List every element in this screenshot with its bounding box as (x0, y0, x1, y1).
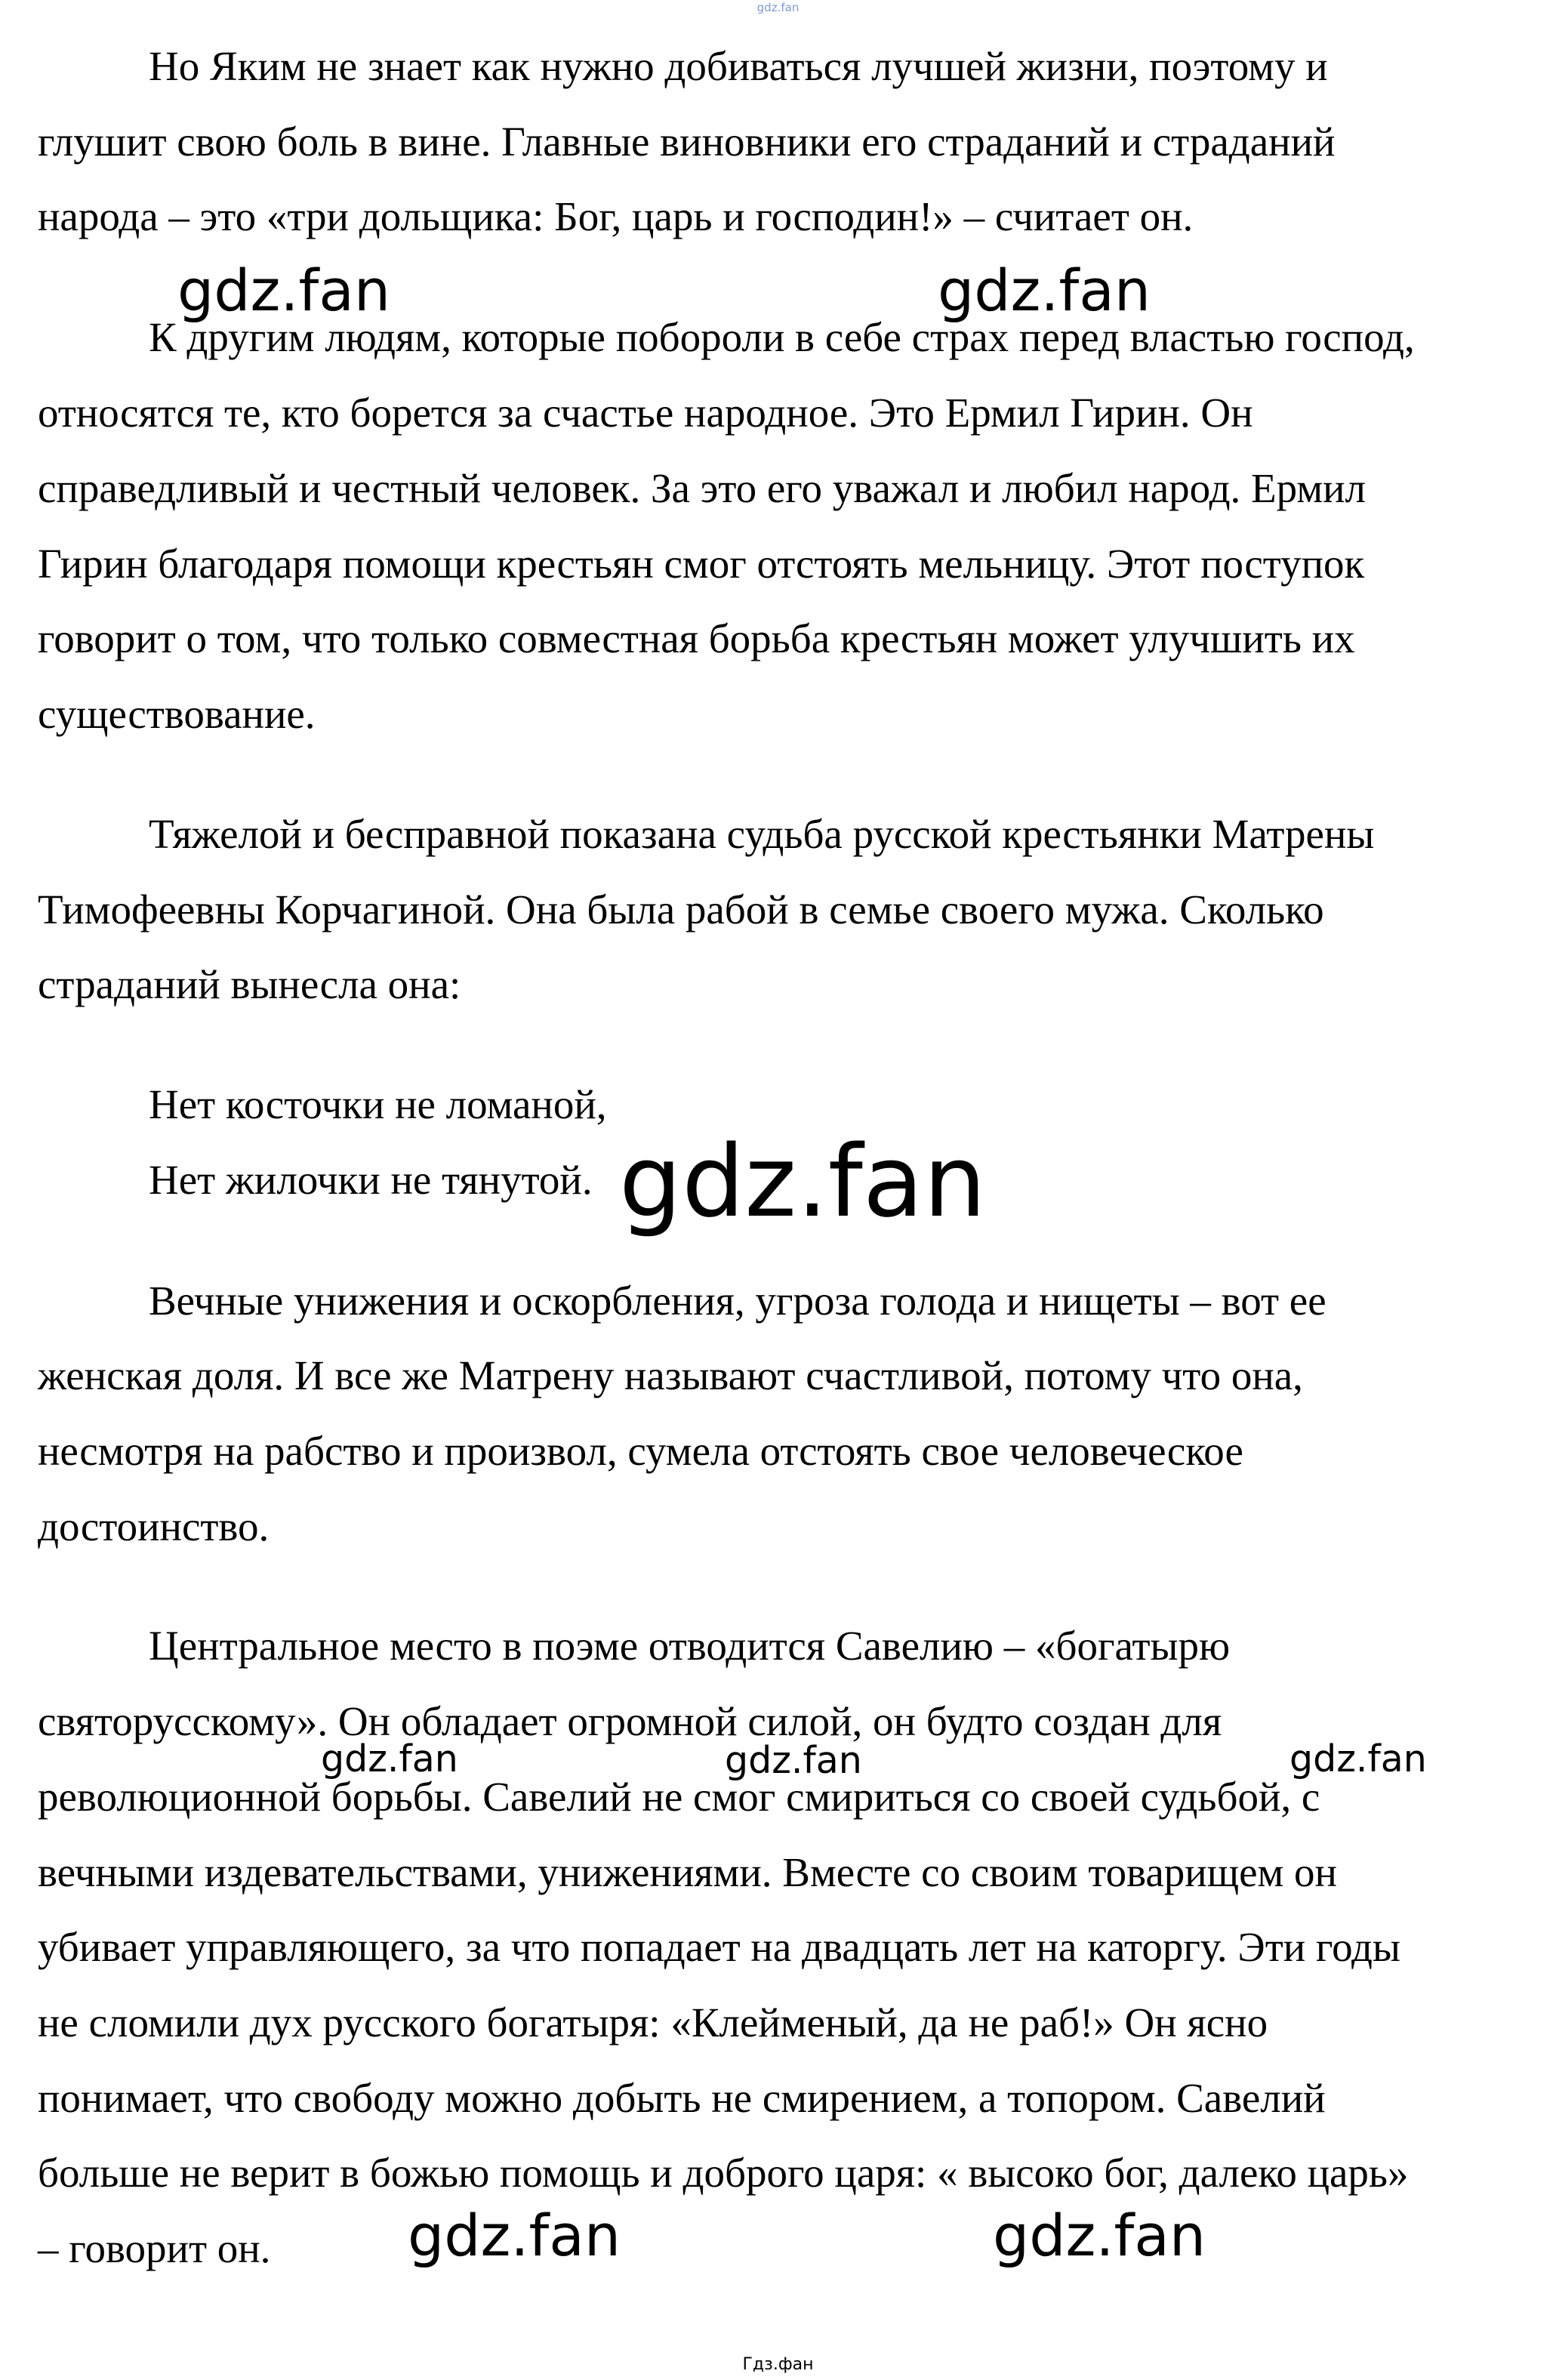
text-line: революционной борьбы. Савелий не смог смириться со своей судьбой, с (38, 1774, 1320, 1820)
text-line: существование. (38, 691, 316, 737)
text-line: убивает управляющего, за что попадает на двадцать лет на каторгу. Эти годы (38, 1924, 1400, 1970)
header-watermark: gdz.fan (756, 1, 800, 14)
watermark: gdz.fan (177, 257, 391, 324)
text-line: справедливый и честный человек. За это его уважал и любил народ. Ермил (38, 465, 1367, 511)
text-line: говорит о том, что только совместная борьба крестьян может улучшить их (38, 615, 1355, 661)
quote-line: Нет жилочки не тянутой. (149, 1157, 593, 1203)
text-line: К другим людям, которые побороли в себе страх перед властью господ, (149, 314, 1415, 360)
text-line: относятся те, кто борется за счастье народное. Это Ермил Гирин. Он (38, 390, 1253, 436)
watermark: gdz.fan (408, 2202, 621, 2269)
text-line: Но Яким не знает как нужно добиваться лучшей жизни, поэтому и (149, 43, 1328, 89)
watermark: gdz.fan (1289, 1737, 1427, 1780)
watermark: gdz.fan (321, 1737, 458, 1780)
watermark: gdz.fan (993, 2202, 1206, 2269)
text-line: Центральное место в поэме отводится Савелию – «богатырю (149, 1623, 1231, 1669)
page-footer: Гдз.фан (742, 2355, 814, 2374)
text-line: несмотря на рабство и произвол, сумела отстоять свое человеческое (38, 1428, 1243, 1474)
text-line: вечными издевательствами, унижениями. Вместе со своим товарищем он (38, 1849, 1337, 1895)
text-line: Тяжелой и бесправной показана судьба русской крестьянки Матрены (149, 811, 1375, 857)
text-line: не сломили дух русского богатыря: «Клейменый, да не раб!» Он ясно (38, 1999, 1268, 2046)
watermark: gdz.fan (619, 1124, 987, 1239)
text-line: больше не верит в божью помощь и доброго царя: « высоко бог, далеко царь» (38, 2150, 1409, 2196)
text-line: глушит свою боль в вине. Главные виновники его страданий и страданий (38, 119, 1336, 165)
text-line: – говорит он. (38, 2225, 271, 2271)
text-line: женская доля. И все же Матрену называют счастливой, потому что она, (38, 1352, 1303, 1398)
text-line: святорусскому». Он обладает огромной силой, он будто создан для (38, 1698, 1222, 1744)
text-line: Вечные унижения и оскорбления, угроза голода и нищеты – вот ее (149, 1278, 1326, 1324)
text-line: народа – это «три дольщика: Бог, царь и господин!» – считает он. (38, 193, 1194, 239)
text-line: понимает, что свободу можно добыть не смирением, а топором. Савелий (38, 2075, 1326, 2121)
text-line: Тимофеевны Корчагиной. Она была рабой в семье своего мужа. Сколько (38, 886, 1324, 933)
watermark: gdz.fan (725, 1739, 862, 1782)
text-line: достоинство. (38, 1503, 270, 1549)
watermark: gdz.fan (938, 257, 1151, 324)
text-line: Гирин благодаря помощи крестьян смог отстоять мельницу. Этот поступок (38, 541, 1365, 587)
text-line: страданий вынесла она: (38, 961, 461, 1007)
quote-line: Нет косточки не ломаной, (149, 1081, 607, 1127)
